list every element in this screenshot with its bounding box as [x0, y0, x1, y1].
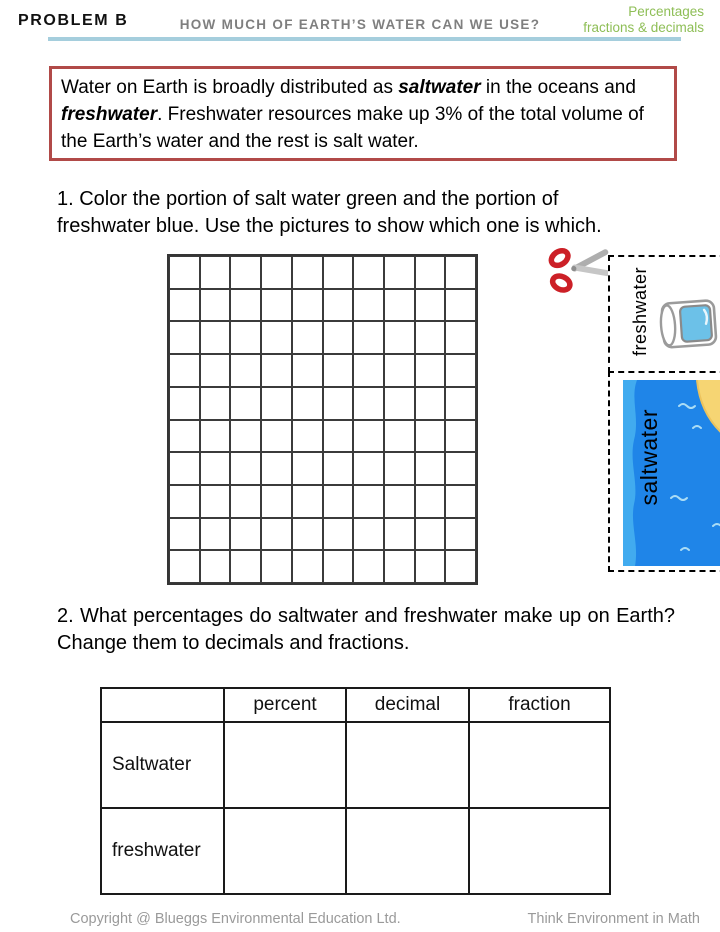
intro-segment: Water on Earth is broadly distributed as — [61, 77, 399, 98]
grid-cell[interactable] — [230, 550, 261, 583]
grid-cell[interactable] — [169, 485, 200, 518]
grid-cell[interactable] — [445, 387, 476, 420]
freshwater-label: freshwater — [630, 267, 650, 357]
saltwater-percent-cell[interactable] — [224, 722, 346, 808]
grid-cell[interactable] — [292, 256, 323, 289]
grid-cell[interactable] — [261, 485, 292, 518]
grid-cell[interactable] — [261, 321, 292, 354]
grid-cell[interactable] — [384, 452, 415, 485]
intro-segment: in the oceans and — [480, 77, 636, 98]
grid-cell[interactable] — [445, 420, 476, 453]
table-row — [101, 722, 610, 808]
grid-cell[interactable] — [445, 550, 476, 583]
row-label-saltwater: Saltwater — [101, 722, 224, 808]
grid-cell[interactable] — [415, 420, 446, 453]
intro-text-box — [49, 66, 677, 161]
grid-cell[interactable] — [261, 420, 292, 453]
grid-cell[interactable] — [445, 354, 476, 387]
header-blank — [101, 688, 224, 722]
grid-cell[interactable] — [169, 354, 200, 387]
grid-cell[interactable] — [323, 550, 354, 583]
grid-cell[interactable] — [292, 289, 323, 322]
grid-cell[interactable] — [384, 256, 415, 289]
answers-table — [100, 687, 611, 895]
grid-cell[interactable] — [261, 289, 292, 322]
grid-cell[interactable] — [415, 387, 446, 420]
question-2: 2. What percentages do saltwater and freshwater make up on Earth? Change them to decimals and fractions. — [57, 605, 675, 654]
freshwater-decimal-cell[interactable] — [346, 808, 469, 894]
grid-cell[interactable] — [323, 289, 354, 322]
grid-cell[interactable] — [353, 354, 384, 387]
grid-cell[interactable] — [384, 485, 415, 518]
grid-cell[interactable] — [445, 518, 476, 551]
grid-cell[interactable] — [415, 354, 446, 387]
grid-cell[interactable] — [384, 550, 415, 583]
grid-cell[interactable] — [353, 289, 384, 322]
scissors-icon — [548, 246, 612, 294]
topic-line2: fractions & decimals — [583, 20, 704, 35]
grid-cell[interactable] — [353, 550, 384, 583]
header-percent: percent — [224, 688, 346, 722]
problem-label: PROBLEM B — [18, 12, 129, 29]
grid-cell[interactable] — [292, 321, 323, 354]
freshwater-cutout-card — [608, 255, 720, 373]
grid-cell[interactable] — [353, 420, 384, 453]
intro-segment: . Freshwater resources make up 3% of the total volume of the Earth’s water and the rest is salt water. — [61, 104, 644, 152]
grid-cell[interactable] — [415, 485, 446, 518]
grid-cell[interactable] — [169, 321, 200, 354]
topic-label — [583, 4, 704, 36]
grid-cell[interactable] — [230, 321, 261, 354]
page-title: HOW MUCH OF EARTH’S WATER CAN WE USE? — [179, 17, 541, 32]
table-header-row — [101, 688, 610, 722]
freshwater-fraction-cell[interactable] — [469, 808, 610, 894]
grid-cell[interactable] — [169, 420, 200, 453]
grid-cell[interactable] — [200, 485, 231, 518]
grid-cell[interactable] — [200, 354, 231, 387]
grid-cell[interactable] — [384, 289, 415, 322]
grid-cell[interactable] — [323, 452, 354, 485]
grid-cell[interactable] — [415, 256, 446, 289]
grid-cell[interactable] — [200, 518, 231, 551]
grid-cell[interactable] — [415, 321, 446, 354]
grid-cell[interactable] — [415, 518, 446, 551]
freshwater-percent-cell[interactable] — [224, 808, 346, 894]
grid-cell[interactable] — [323, 321, 354, 354]
grid-cell[interactable] — [200, 321, 231, 354]
grid-cell[interactable] — [323, 354, 354, 387]
row-label-freshwater: freshwater — [101, 808, 224, 894]
grid-cell[interactable] — [200, 387, 231, 420]
header-divider — [48, 37, 681, 41]
grid-cell[interactable] — [353, 518, 384, 551]
grid-cell[interactable] — [323, 518, 354, 551]
grid-cell[interactable] — [261, 256, 292, 289]
intro-segment: freshwater — [61, 104, 158, 125]
grid-cell[interactable] — [169, 452, 200, 485]
grid-cell[interactable] — [230, 518, 261, 551]
grid-cell[interactable] — [353, 387, 384, 420]
grid-cell[interactable] — [230, 452, 261, 485]
saltwater-fraction-cell[interactable] — [469, 722, 610, 808]
hundred-grid — [167, 254, 478, 585]
grid-cell[interactable] — [384, 518, 415, 551]
grid-cell[interactable] — [230, 289, 261, 322]
question-1: 1. Color the portion of salt water green and the portion of freshwater blue. Use the pictures to show which one is which. — [57, 188, 602, 237]
intro-segment: saltwater — [398, 77, 481, 98]
table-row — [101, 808, 610, 894]
grid-cell[interactable] — [445, 485, 476, 518]
grid-cell[interactable] — [169, 387, 200, 420]
grid-cell[interactable] — [415, 289, 446, 322]
grid-cell[interactable] — [415, 452, 446, 485]
tagline-text: Think Environment in Math — [527, 911, 700, 927]
grid-cell[interactable] — [230, 256, 261, 289]
grid-cell[interactable] — [200, 289, 231, 322]
grid-cell[interactable] — [169, 518, 200, 551]
saltwater-decimal-cell[interactable] — [346, 722, 469, 808]
grid-cell[interactable] — [169, 550, 200, 583]
grid-cell[interactable] — [445, 321, 476, 354]
grid-cell[interactable] — [261, 354, 292, 387]
grid-cell[interactable] — [292, 354, 323, 387]
grid-cell[interactable] — [169, 256, 200, 289]
grid-cell[interactable] — [292, 420, 323, 453]
grid-cell[interactable] — [323, 256, 354, 289]
grid-cell[interactable] — [230, 354, 261, 387]
copyright-text: Copyright @ Blueggs Environmental Education Ltd. — [70, 911, 401, 927]
topic-line1: Percentages — [628, 4, 704, 19]
grid-cell[interactable] — [292, 387, 323, 420]
header-fraction: fraction — [469, 688, 610, 722]
grid-cell[interactable] — [261, 550, 292, 583]
grid-cell[interactable] — [200, 420, 231, 453]
intro-text — [61, 77, 644, 152]
header-decimal: decimal — [346, 688, 469, 722]
grid-cell[interactable] — [200, 550, 231, 583]
grid-cell[interactable] — [353, 321, 384, 354]
grid-cell[interactable] — [445, 452, 476, 485]
saltwater-cutout-card — [608, 371, 720, 572]
grid-cell[interactable] — [384, 321, 415, 354]
grid-cell[interactable] — [415, 550, 446, 583]
grid-cell[interactable] — [261, 387, 292, 420]
grid-cell[interactable] — [261, 452, 292, 485]
grid-cell[interactable] — [230, 485, 261, 518]
grid-cell[interactable] — [230, 420, 261, 453]
grid-cell[interactable] — [200, 256, 231, 289]
saltwater-label: saltwater — [636, 409, 662, 506]
grid-cell[interactable] — [323, 485, 354, 518]
grid-cell[interactable] — [261, 518, 292, 551]
grid-cell[interactable] — [292, 452, 323, 485]
grid-cell[interactable] — [292, 550, 323, 583]
grid-cell[interactable] — [292, 485, 323, 518]
grid-cell[interactable] — [200, 452, 231, 485]
water-glass-icon — [655, 297, 720, 351]
grid-cell[interactable] — [169, 289, 200, 322]
grid-cell[interactable] — [353, 256, 384, 289]
grid-cell[interactable] — [384, 420, 415, 453]
grid-cell[interactable] — [384, 387, 415, 420]
grid-cell[interactable] — [353, 485, 384, 518]
grid-cell[interactable] — [230, 387, 261, 420]
grid-cell[interactable] — [323, 420, 354, 453]
grid-cell[interactable] — [353, 452, 384, 485]
grid-cell[interactable] — [323, 387, 354, 420]
grid-cell[interactable] — [445, 256, 476, 289]
grid-cell[interactable] — [384, 354, 415, 387]
grid-cell[interactable] — [292, 518, 323, 551]
grid-cell[interactable] — [445, 289, 476, 322]
